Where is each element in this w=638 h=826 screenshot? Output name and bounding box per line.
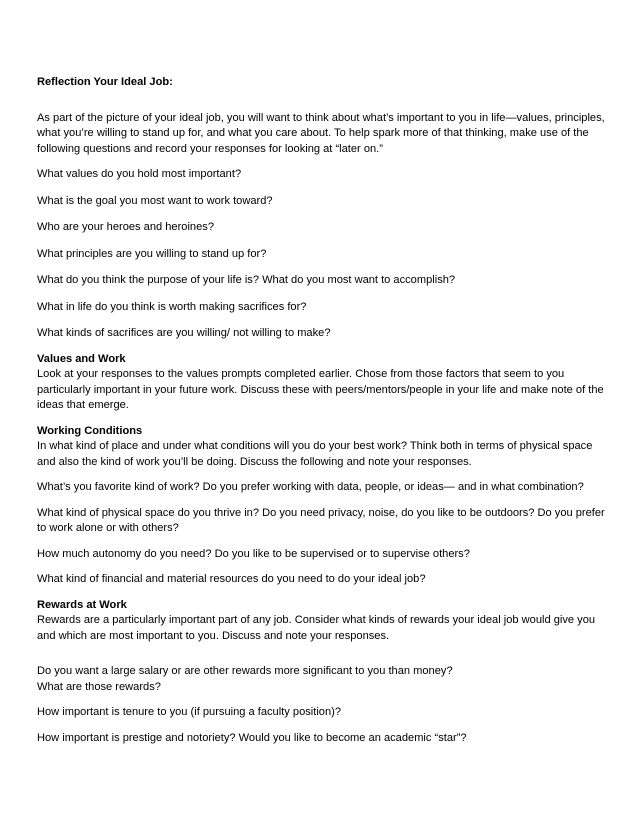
reflection-question: What in life do you think is worth making sacrifices for? <box>37 300 307 313</box>
reflection-question: What do you think the purpose of your life is? What do you most want to accomplish? <box>37 274 456 286</box>
values-and-work-text: Look at your responses to the values prompts completed earlier. Chose from those factors that seem to you particularly important in your future work. Discuss these with peers/mentors/people in your life and make note of the ideas that emerge. <box>37 368 604 411</box>
rewards-at-work-section <box>37 598 607 747</box>
reflection-question: What is the goal you most want to work toward? <box>37 194 273 207</box>
reflection-question: What kinds of sacrifices are you willing/ not willing to make? <box>37 327 331 339</box>
values-and-work-section <box>37 352 607 414</box>
reflection-question: Who are your heroes and heroines? <box>37 221 214 233</box>
working-conditions-question: How much autonomy do you need? Do you like to be supervised or to supervise others? <box>37 547 470 560</box>
rewards-question: Do you want a large salary or are other rewards more significant to you than money? <box>37 665 453 677</box>
rewards-at-work-heading: Rewards at Work <box>37 598 127 611</box>
rewards-at-work-text: Rewards are a particularly important part of any job. Consider what kinds of rewards your ideal job would give you and which are most important to you. Discuss and note your responses. <box>37 614 596 642</box>
rewards-question: How important is prestige and notoriety? Would you like to become an academic “star”? <box>37 731 467 744</box>
intro-paragraph: As part of the picture of your ideal job, you will want to think about what’s important to you in life—values, principles, what you’re willing to stand up for, and what you care about. To help spark more of that thinking, make use of the following questions and record your responses for looking at “later on.” <box>37 111 605 155</box>
working-conditions-text: In what kind of place and under what conditions will you do your best work? Think both in terms of physical space and also the kind of work you’ll be doing. Discuss the following and note your responses. <box>37 440 593 468</box>
working-conditions-question: What’s you favorite kind of work? Do you prefer working with data, people, or ideas— and in what combination? <box>37 481 584 493</box>
working-conditions-section <box>37 424 607 588</box>
working-conditions-heading: Working Conditions <box>37 424 143 437</box>
values-and-work-heading: Values and Work <box>37 352 126 365</box>
document-title: Reflection Your Ideal Job: <box>37 76 173 88</box>
document-page <box>37 75 607 746</box>
working-conditions-question: What kind of financial and material resources do you need to do your ideal job? <box>37 573 426 585</box>
rewards-question: How important is tenure to you (if pursuing a faculty position)? <box>37 706 341 718</box>
reflection-question: What values do you hold most important? <box>37 168 242 180</box>
reflection-question: What principles are you willing to stand up for? <box>37 247 267 260</box>
rewards-question-continued: What are those rewards? <box>37 680 161 693</box>
working-conditions-question: What kind of physical space do you thrive in? Do you need privacy, noise, do you like to be outdoors? Do you prefer to work alone or with others? <box>37 506 605 534</box>
